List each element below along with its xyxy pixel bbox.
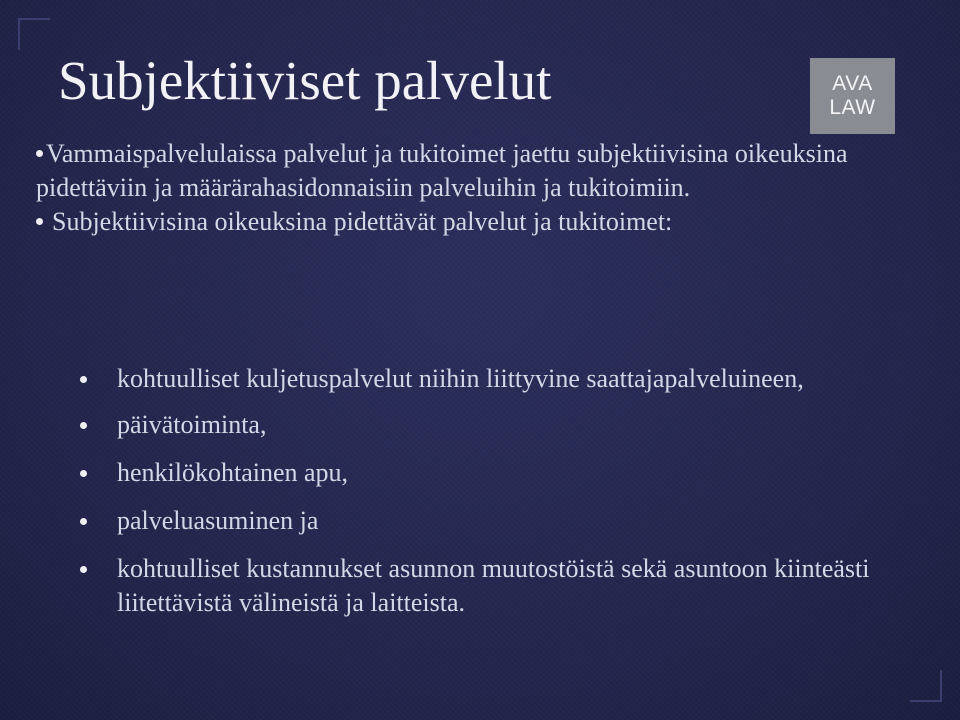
bullet-dot-icon [80, 566, 87, 573]
slide-title: Subjektiiviset palvelut [58, 50, 552, 111]
bullet-dot-icon [80, 422, 87, 429]
ava-law-logo [810, 58, 895, 134]
bullet-dot-icon [80, 470, 87, 477]
bullet-2-text: Subjektiivisina oikeuksina pidettävät palvelut ja tukitoimet: [52, 207, 673, 236]
slide-body [36, 137, 936, 239]
sub-item-text: kohtuulliset kuljetuspalvelut niihin liittyvine saattajapalveluineen, [117, 364, 804, 393]
sub-bullet-list [80, 362, 940, 620]
sub-item-text: kohtuulliset kustannukset asunnon muutostöistä sekä asuntoon kiinteästi liitettävistä välineistä ja laitteista. [117, 554, 870, 617]
logo-line-1: AVA [832, 72, 873, 95]
bullet-1-text: Vammaispalvelulaissa palvelut ja tukitoimet jaettu subjektiivisina oikeuksina pidettäviin ja määrärahasidonnaisiin palveluihin ja tukitoimiin. [36, 139, 848, 202]
logo-line-2: LAW [829, 96, 876, 119]
bullet-dot-icon [36, 150, 43, 157]
sub-item-text: päivätoiminta, [117, 410, 267, 439]
sub-item-text: henkilökohtainen apu, [117, 458, 349, 487]
bullet-paragraph-2 [36, 205, 936, 239]
list-item [80, 408, 940, 442]
bullet-dot-icon [80, 518, 87, 525]
frame-corner-bottom-right [910, 670, 942, 702]
frame-corner-top-left [18, 18, 50, 50]
list-item [80, 552, 940, 620]
sub-item-text: palveluasuminen ja [117, 506, 319, 535]
list-item [80, 504, 940, 538]
list-item [80, 456, 940, 490]
list-item [80, 362, 940, 396]
bullet-dot-icon [80, 376, 87, 383]
bullet-dot-icon [36, 218, 43, 225]
bullet-paragraph-1 [36, 137, 936, 205]
